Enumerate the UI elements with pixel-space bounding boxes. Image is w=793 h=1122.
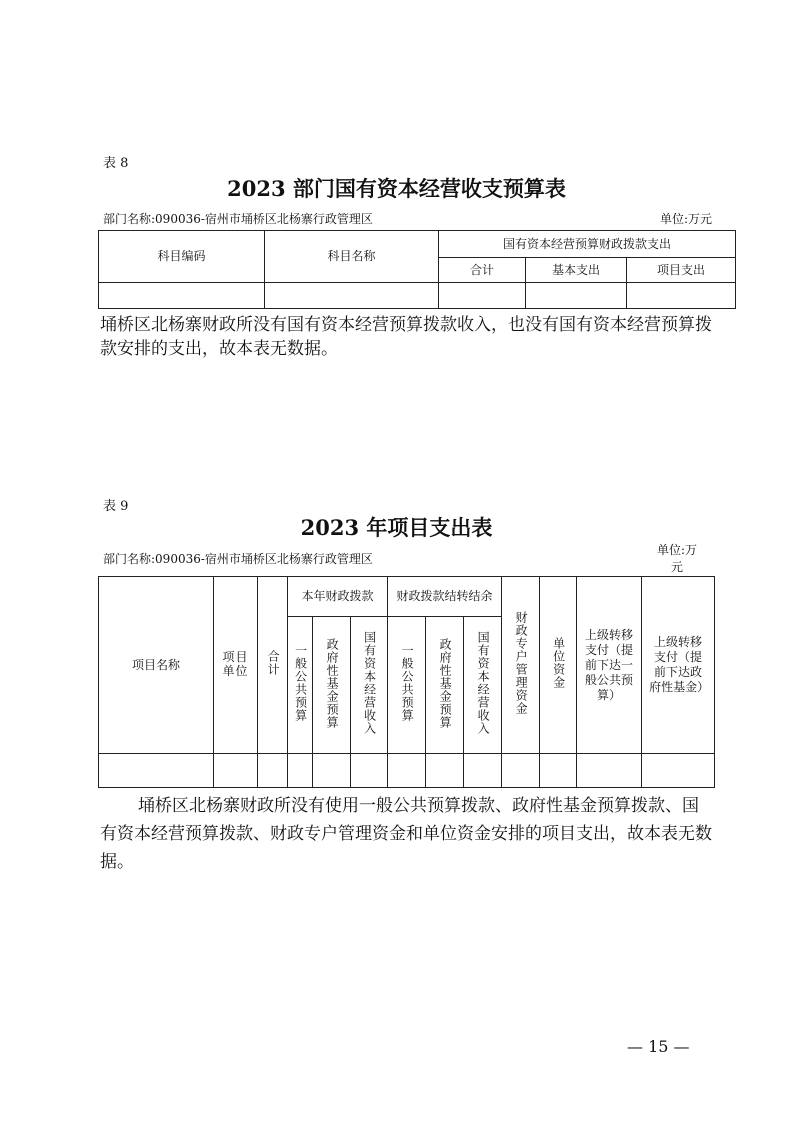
table9-label: 表 9 — [103, 499, 129, 514]
empty-cell — [502, 754, 540, 788]
empty-cell — [288, 754, 313, 788]
header-special-account: 财政专户管理资金 — [502, 577, 540, 754]
header-upper-fund: 上级转移支付（提前下达政府性基金） — [642, 577, 715, 754]
empty-cell — [642, 754, 715, 788]
table-row — [99, 283, 736, 309]
empty-cell — [464, 754, 502, 788]
table9-unit: 单位:万元 — [656, 543, 698, 574]
header-project-name: 项目名称 — [99, 577, 214, 754]
table9 — [98, 576, 715, 788]
empty-cell — [99, 754, 214, 788]
header-subject-code: 科目编码 — [99, 231, 265, 283]
page-number: — 15 — — [627, 1037, 690, 1056]
header-carryover-group: 财政拨款结转结余 — [388, 577, 502, 617]
header-general-budget-1: 一般公共预算 — [288, 617, 313, 754]
header-state-capital-2: 国有资本经营收入 — [464, 617, 502, 754]
header-basic-expense: 基本支出 — [526, 258, 627, 283]
header-subject-name: 科目名称 — [265, 231, 439, 283]
empty-cell — [265, 283, 439, 309]
header-total: 合计 — [258, 577, 288, 754]
table-row — [99, 754, 715, 788]
header-current-year-group: 本年财政拨款 — [288, 577, 388, 617]
table8-dept: 部门名称:090036-宿州市埇桥区北杨寨行政管理区 — [103, 212, 373, 226]
empty-cell — [99, 283, 265, 309]
table8 — [98, 230, 736, 309]
table9-dept: 部门名称:090036-宿州市埇桥区北杨寨行政管理区 — [103, 552, 373, 566]
table9-title: 2023 年项目支出表 — [300, 515, 493, 540]
empty-cell — [577, 754, 642, 788]
header-gov-fund-1: 政府性基金预算 — [313, 617, 351, 754]
empty-cell — [526, 283, 627, 309]
table8-title: 2023 部门国有资本经营收支预算表 — [227, 176, 566, 201]
empty-cell — [258, 754, 288, 788]
header-state-capital-1: 国有资本经营收入 — [351, 617, 388, 754]
header-project-expense: 项目支出 — [627, 258, 736, 283]
header-general-budget-2: 一般公共预算 — [388, 617, 426, 754]
table9-note: 埇桥区北杨寨财政所没有使用一般公共预算拨款、政府性基金预算拨款、国有资本经营预算拨款、财政专户管理资金和单位资金安排的项目支出，故本表无数据。 — [100, 796, 712, 872]
empty-cell — [388, 754, 426, 788]
header-unit-fund: 单位资金 — [540, 577, 577, 754]
header-project-unit: 项目单位 — [214, 577, 258, 754]
header-state-capital-group: 国有资本经营预算财政拨款支出 — [439, 231, 736, 258]
empty-cell — [313, 754, 351, 788]
table8-note: 埇桥区北杨寨财政所没有国有资本经营预算拨款收入，也没有国有资本经营预算拨款安排的支出，故本表无数据。 — [100, 315, 712, 359]
header-total: 合计 — [439, 258, 526, 283]
empty-cell — [351, 754, 388, 788]
table8-unit: 单位:万元 — [660, 212, 713, 226]
empty-cell — [439, 283, 526, 309]
header-upper-general: 上级转移支付（提前下达一般公共预算） — [577, 577, 642, 754]
empty-cell — [426, 754, 464, 788]
empty-cell — [214, 754, 258, 788]
empty-cell — [540, 754, 577, 788]
table8-label: 表 8 — [103, 156, 129, 171]
header-gov-fund-2: 政府性基金预算 — [426, 617, 464, 754]
empty-cell — [627, 283, 736, 309]
